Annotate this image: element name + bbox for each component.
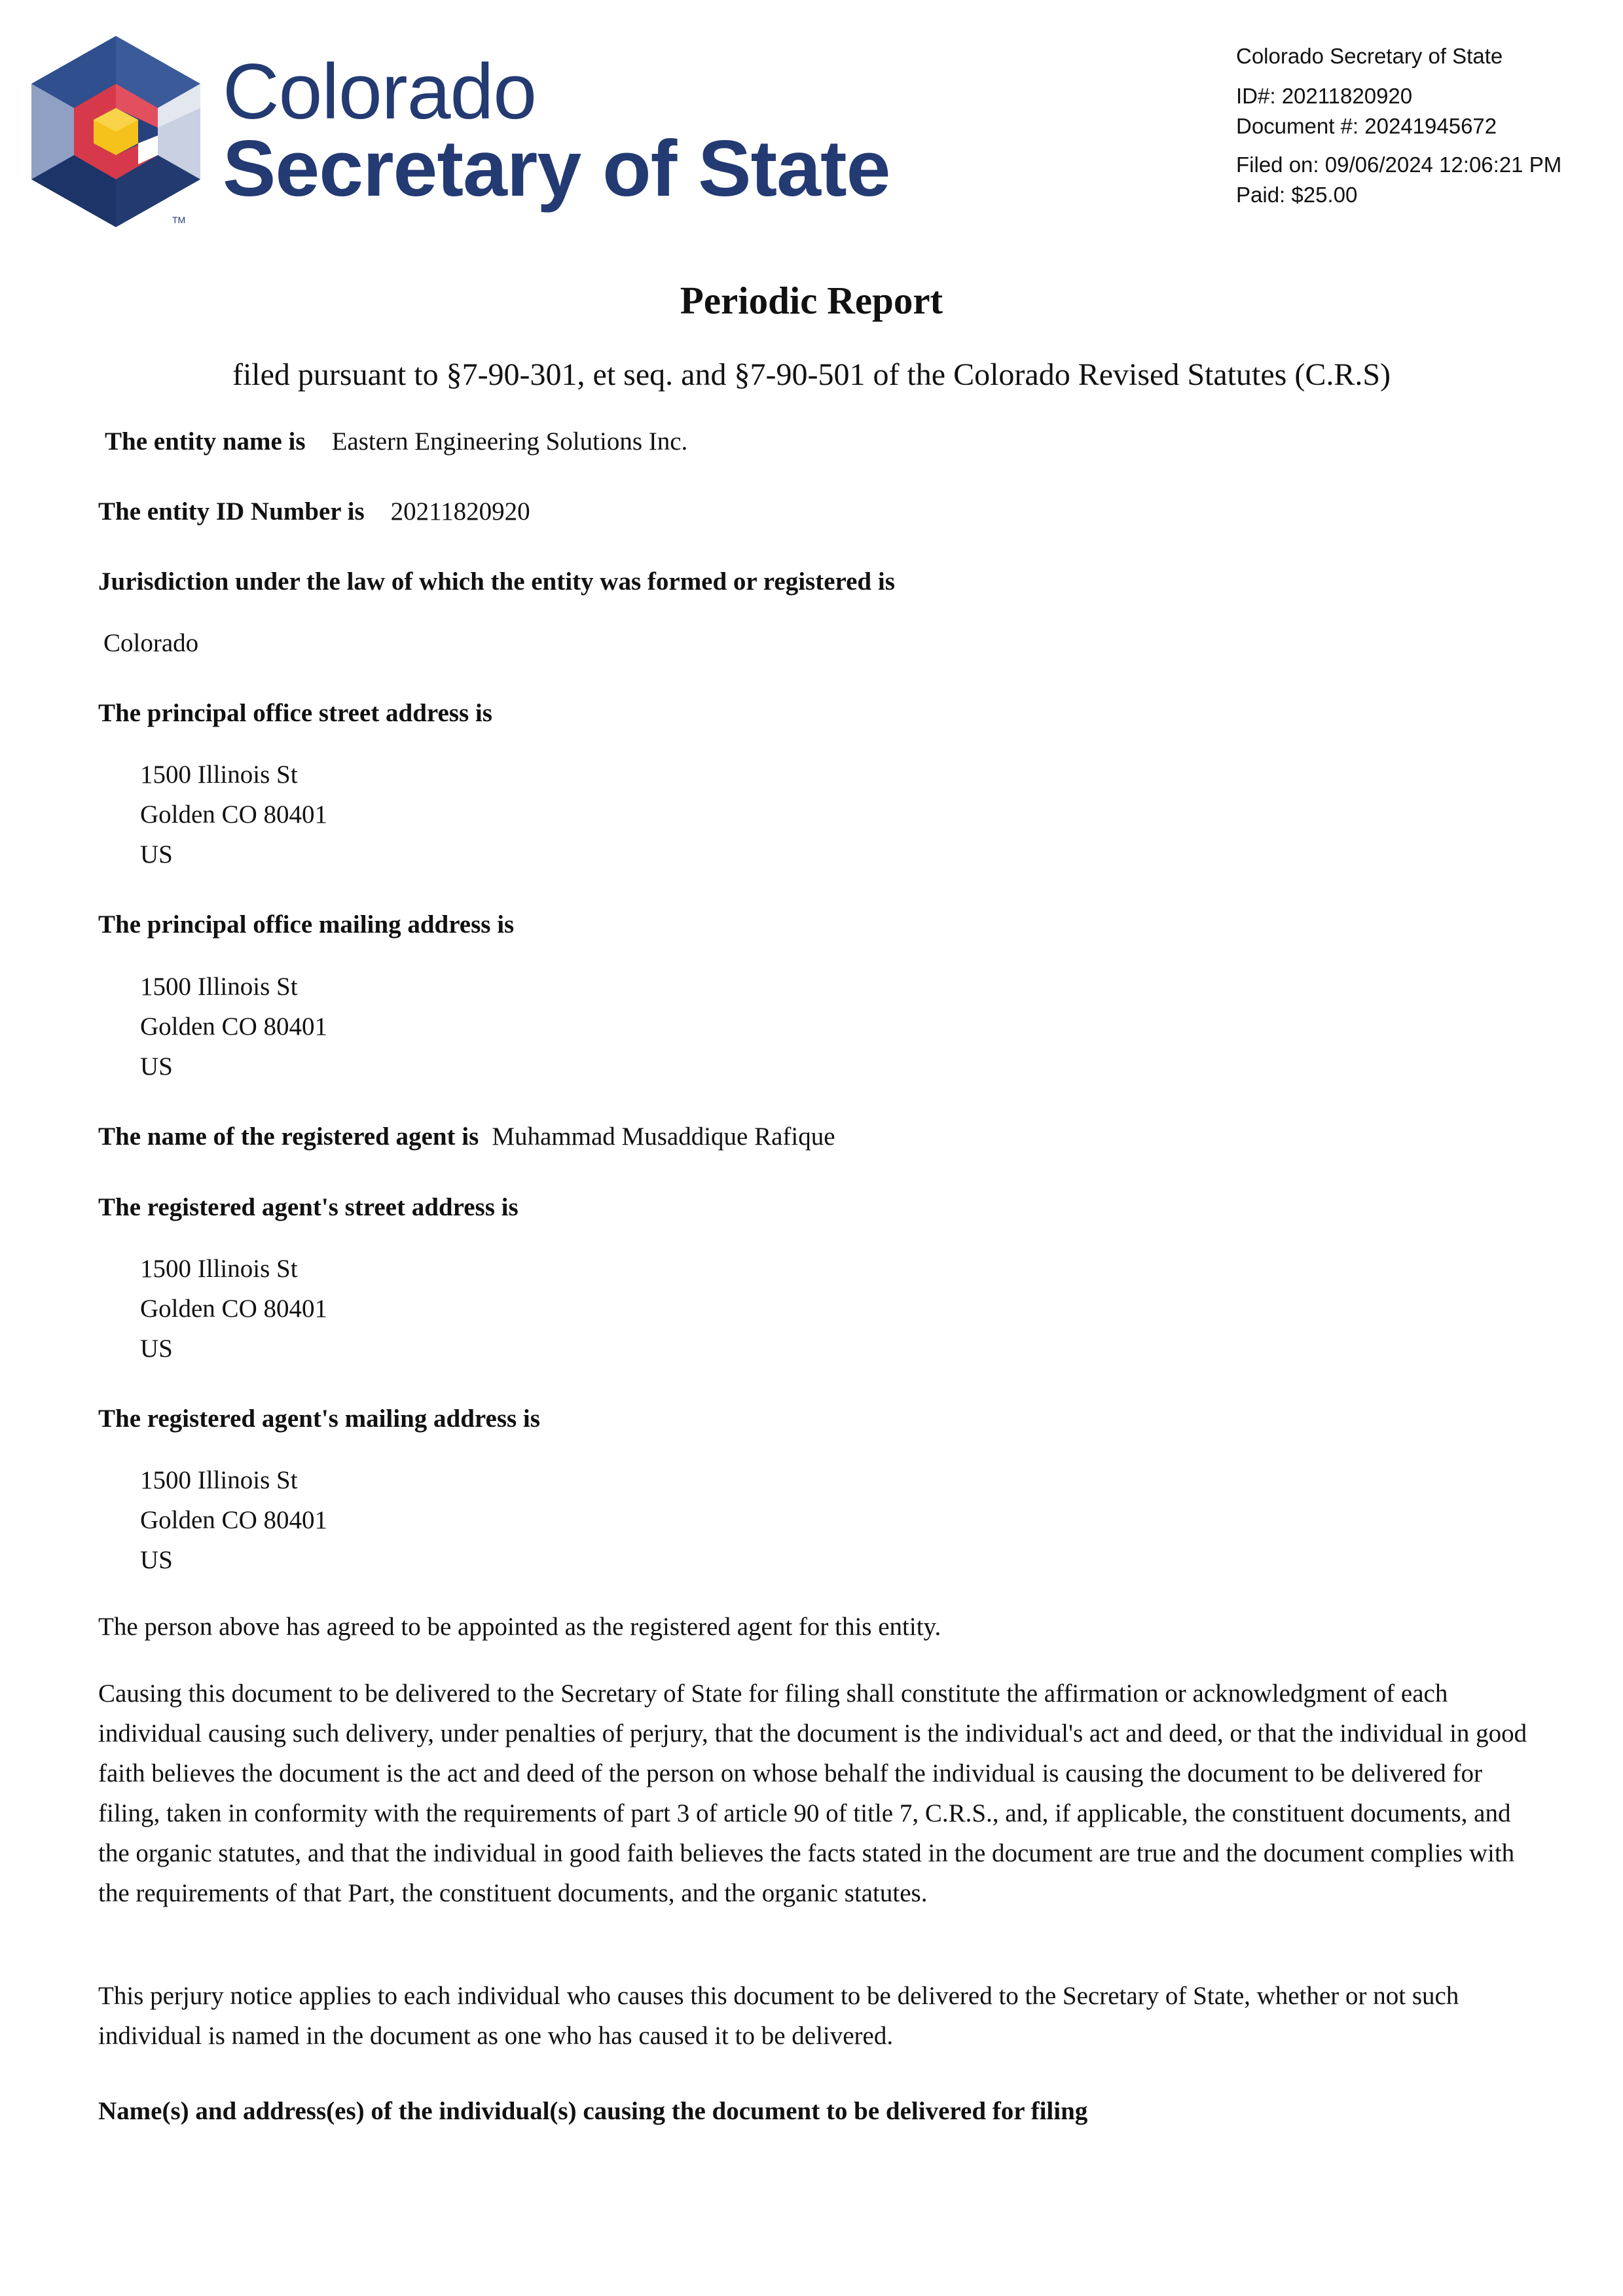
affirmation-paragraph [98, 1674, 1532, 1913]
entity-name-row [105, 427, 687, 457]
stamp-filed-on: Filed on: 09/06/2024 12:06:21 PM [1236, 152, 1562, 177]
individuals-label: Name(s) and address(es) of the individual(s) causing the document to be delivered for filing [98, 2097, 1088, 2125]
agent-name-value: Muhammad Musaddique Rafique [492, 1122, 835, 1151]
jurisdiction-value: Colorado [103, 629, 199, 657]
agent-mailing-label: The registered agent's mailing address is [98, 1405, 540, 1433]
address-line: Golden CO 80401 [140, 1295, 327, 1323]
agent-name-label: The name of the registered agent is [98, 1122, 479, 1151]
agent-mailing-address [140, 1460, 327, 1580]
address-line: US [140, 1546, 173, 1574]
logo-text-colorado: Colorado [223, 48, 536, 135]
address-line: Golden CO 80401 [140, 1013, 327, 1041]
principal-street-address [140, 755, 327, 874]
address-line: 1500 Illinois St [140, 973, 298, 1001]
address-line: 1500 Illinois St [140, 1466, 298, 1494]
address-line: 1500 Illinois St [140, 1255, 298, 1283]
principal-mailing-label: The principal office mailing address is [98, 910, 515, 939]
page-title: Periodic Report [680, 279, 943, 322]
entity-name-label: The entity name is [105, 427, 306, 456]
address-line: US [140, 840, 173, 869]
principal-street-label: The principal office street address is [98, 699, 492, 727]
stamp-paid: Paid: $25.00 [1236, 183, 1358, 207]
agent-street-address [140, 1249, 327, 1369]
address-line: US [140, 1335, 173, 1363]
entity-name-value: Eastern Engineering Solutions Inc. [331, 427, 688, 456]
agent-name-row [98, 1122, 835, 1153]
stamp-document: Document #: 20241945672 [1236, 114, 1497, 138]
stamp-office: Colorado Secretary of State [1236, 44, 1503, 68]
agent-street-label: The registered agent's street address is [98, 1193, 519, 1221]
principal-mailing-address [140, 967, 327, 1086]
address-line: 1500 Illinois St [140, 761, 298, 789]
address-line: US [140, 1052, 173, 1081]
address-line: Golden CO 80401 [140, 1506, 327, 1534]
logo-text-secretary-of-state: Secretary of State [223, 124, 890, 213]
perjury-notice-paragraph [98, 1976, 1532, 2056]
perjury-notice-text: This perjury notice applies to each individual who causes this document to be delivered to the Secretary of State, whether or not such individual is named in the document as one who has caused it to be delivered. [98, 1982, 1459, 2050]
address-line: Golden CO 80401 [140, 800, 327, 829]
entity-id-value: 20211820920 [390, 497, 530, 526]
entity-id-row [98, 497, 530, 528]
jurisdiction-label: Jurisdiction under the law of which the entity was formed or registered is [98, 567, 895, 596]
colorado-sos-logo-mark-icon [31, 36, 200, 227]
page-subtitle: filed pursuant to §7-90-301, et seq. and §7-90-501 of the Colorado Revised Statutes (C.R.S) [232, 357, 1391, 392]
logo-tm-mark: TM [172, 215, 186, 225]
entity-id-label: The entity ID Number is [98, 497, 365, 526]
stamp-id: ID#: 20211820920 [1236, 84, 1413, 108]
affirmation-text: Causing this document to be delivered to the Secretary of State for filing shall constitute the affirmation or acknowledgment of each individual causing such delivery, under penalties of perjury, that the document is the individual's act and deed, or that the individual in good faith believes the document is the act and deed of the person on whose behalf the individual is causing the document to be delivered for filing, taken in conformity with the requirements of part 3 of article 90 of title 7, C.R.S., and, if applicable, the constituent documents, and the organic statutes, and that the individual in good faith believes the facts stated in the document are true and the document complies with the requirements of that Part, the constituent documents, and the organic statutes. [98, 1679, 1527, 1907]
agent-consent-text: The person above has agreed to be appointed as the registered agent for this entity. [98, 1613, 941, 1641]
